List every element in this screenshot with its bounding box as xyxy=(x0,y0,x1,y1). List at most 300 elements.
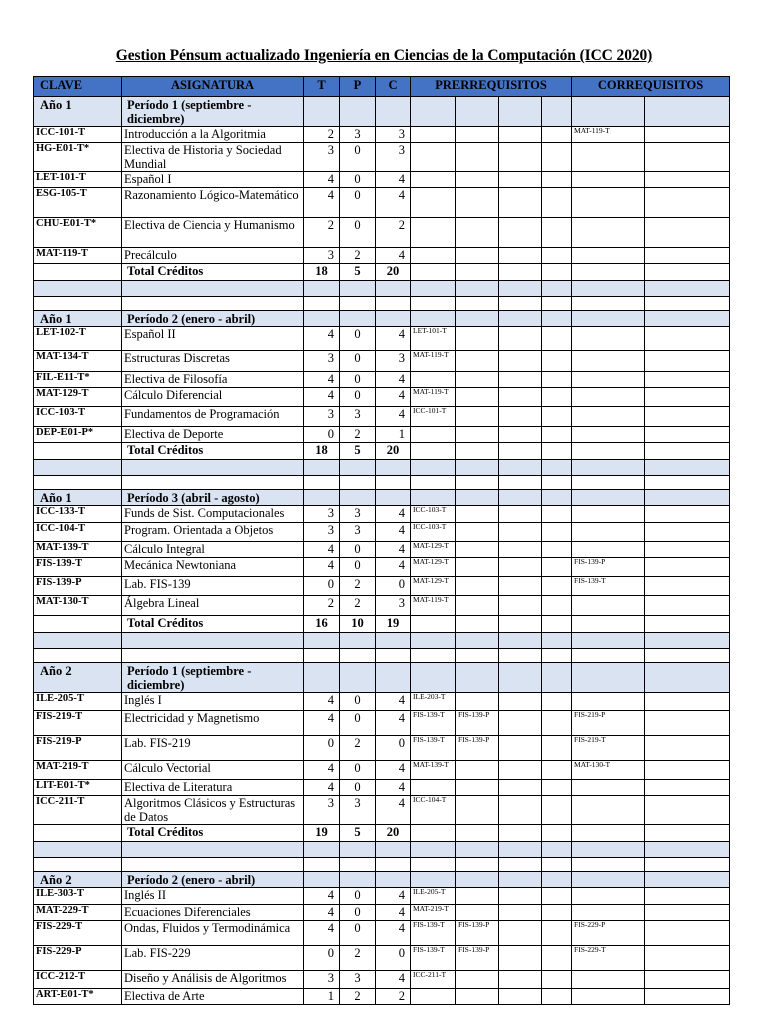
course-t: 4 xyxy=(304,327,340,351)
empty-cell xyxy=(572,616,645,633)
prerequisite-cell xyxy=(411,248,456,264)
prerequisite-cell xyxy=(542,372,572,388)
prerequisite-cell: ICC-101-T xyxy=(411,407,456,427)
empty-cell xyxy=(572,490,645,506)
course-code: MAT-139-T xyxy=(34,542,122,558)
separator-row xyxy=(34,633,730,649)
course-t: 3 xyxy=(304,971,340,989)
course-p: 2 xyxy=(340,946,376,971)
course-c: 4 xyxy=(376,780,411,796)
prerequisite-cell xyxy=(456,971,499,989)
prerequisite-cell xyxy=(542,127,572,143)
empty-cell xyxy=(34,264,122,281)
empty-cell xyxy=(542,842,572,858)
empty-cell xyxy=(645,311,730,327)
prerequisite-cell xyxy=(456,989,499,1005)
course-t: 4 xyxy=(304,711,340,736)
corequisite-cell xyxy=(645,351,730,372)
course-p: 0 xyxy=(340,761,376,780)
corequisite-cell xyxy=(645,761,730,780)
period-row xyxy=(34,872,730,888)
prerequisite-cell: ILE-205-T xyxy=(411,888,456,905)
empty-cell xyxy=(542,649,572,663)
corequisite-cell xyxy=(645,542,730,558)
course-row xyxy=(34,989,730,1005)
course-p: 2 xyxy=(340,736,376,761)
prerequisite-cell: FIS-139-T xyxy=(411,711,456,736)
empty-cell xyxy=(572,825,645,842)
total-p: 5 xyxy=(340,264,376,281)
empty-cell xyxy=(645,825,730,842)
empty-cell xyxy=(34,281,122,297)
prerequisite-cell xyxy=(542,506,572,523)
course-name: Precálculo xyxy=(122,248,304,264)
empty-cell xyxy=(411,490,456,506)
course-t: 4 xyxy=(304,542,340,558)
prerequisite-cell xyxy=(542,971,572,989)
header-clave: CLAVE xyxy=(34,77,122,97)
prerequisite-cell xyxy=(542,542,572,558)
course-c: 3 xyxy=(376,127,411,143)
separator-row xyxy=(34,460,730,476)
prerequisite-cell xyxy=(499,506,542,523)
course-c: 4 xyxy=(376,796,411,825)
total-label: Total Créditos xyxy=(122,825,304,842)
course-code: ILE-205-T xyxy=(34,693,122,711)
empty-cell xyxy=(34,297,122,311)
prerequisite-cell xyxy=(499,351,542,372)
empty-cell xyxy=(572,842,645,858)
corequisite-cell: FIS-229-P xyxy=(572,921,645,946)
empty-cell xyxy=(456,649,499,663)
empty-cell xyxy=(304,490,340,506)
course-name: Electiva de Historia y Sociedad Mundial xyxy=(122,143,304,172)
course-row xyxy=(34,407,730,427)
corequisite-cell xyxy=(645,218,730,248)
empty-cell xyxy=(645,264,730,281)
course-p: 0 xyxy=(340,558,376,577)
course-name: Español II xyxy=(122,327,304,351)
corequisite-cell xyxy=(572,372,645,388)
prerequisite-cell xyxy=(542,351,572,372)
course-row xyxy=(34,711,730,736)
prerequisite-cell xyxy=(499,711,542,736)
empty-cell xyxy=(499,649,542,663)
empty-cell xyxy=(456,97,499,127)
course-c: 4 xyxy=(376,172,411,188)
prerequisite-cell xyxy=(542,188,572,218)
period-row xyxy=(34,311,730,327)
corequisite-cell xyxy=(645,523,730,542)
corequisite-cell xyxy=(572,542,645,558)
corequisite-cell xyxy=(645,188,730,218)
empty-cell xyxy=(542,825,572,842)
corequisite-cell xyxy=(645,427,730,443)
empty-cell xyxy=(645,649,730,663)
course-code: ART-E01-T* xyxy=(34,989,122,1005)
course-t: 4 xyxy=(304,388,340,407)
corequisite-cell xyxy=(572,989,645,1005)
prerequisite-cell xyxy=(542,218,572,248)
corequisite-cell xyxy=(572,143,645,172)
year-label: Año 1 xyxy=(34,490,122,506)
course-name: Álgebra Lineal xyxy=(122,596,304,616)
prerequisite-cell xyxy=(499,327,542,351)
prerequisite-cell xyxy=(456,218,499,248)
course-row xyxy=(34,971,730,989)
course-c: 0 xyxy=(376,577,411,596)
empty-cell xyxy=(456,281,499,297)
empty-cell xyxy=(304,872,340,888)
corequisite-cell xyxy=(645,888,730,905)
course-name: Ondas, Fluidos y Termodinámica xyxy=(122,921,304,946)
course-t: 4 xyxy=(304,558,340,577)
empty-cell xyxy=(572,97,645,127)
course-c: 2 xyxy=(376,989,411,1005)
prerequisite-cell xyxy=(456,127,499,143)
prerequisite-cell xyxy=(542,248,572,264)
prerequisite-cell xyxy=(456,506,499,523)
empty-cell xyxy=(456,872,499,888)
empty-cell xyxy=(572,858,645,872)
empty-cell xyxy=(456,490,499,506)
course-t: 2 xyxy=(304,127,340,143)
course-t: 4 xyxy=(304,905,340,921)
course-name: Mecánica Newtoniana xyxy=(122,558,304,577)
course-row xyxy=(34,542,730,558)
empty-cell xyxy=(376,97,411,127)
course-name: Inglés I xyxy=(122,693,304,711)
course-code: FIS-219-P xyxy=(34,736,122,761)
course-t: 0 xyxy=(304,946,340,971)
course-code: FIS-229-T xyxy=(34,921,122,946)
empty-cell xyxy=(645,460,730,476)
empty-cell xyxy=(340,460,376,476)
course-c: 2 xyxy=(376,218,411,248)
prerequisite-cell xyxy=(499,542,542,558)
course-t: 4 xyxy=(304,693,340,711)
course-t: 3 xyxy=(304,351,340,372)
empty-cell xyxy=(34,460,122,476)
course-c: 4 xyxy=(376,327,411,351)
empty-cell xyxy=(122,858,304,872)
corequisite-cell xyxy=(572,523,645,542)
corequisite-cell: FIS-139-P xyxy=(572,558,645,577)
empty-cell xyxy=(456,842,499,858)
corequisite-cell xyxy=(645,248,730,264)
empty-cell xyxy=(304,858,340,872)
corequisite-cell xyxy=(645,407,730,427)
prerequisite-cell xyxy=(456,888,499,905)
prerequisite-cell xyxy=(499,921,542,946)
header-correquisitos: CORREQUISITOS xyxy=(572,77,730,97)
corequisite-cell xyxy=(645,905,730,921)
prerequisite-cell: ILE-203-T xyxy=(411,693,456,711)
empty-cell xyxy=(411,858,456,872)
empty-cell xyxy=(542,663,572,693)
prerequisite-cell: ICC-211-T xyxy=(411,971,456,989)
course-p: 0 xyxy=(340,327,376,351)
prerequisite-cell xyxy=(499,888,542,905)
empty-cell xyxy=(645,281,730,297)
course-name: Program. Orientada a Objetos xyxy=(122,523,304,542)
empty-cell xyxy=(499,825,542,842)
empty-cell xyxy=(304,476,340,490)
course-name: Electiva de Arte xyxy=(122,989,304,1005)
empty-cell xyxy=(542,490,572,506)
corequisite-cell xyxy=(572,796,645,825)
period-row xyxy=(34,97,730,127)
prerequisite-cell: MAT-129-T xyxy=(411,558,456,577)
course-code: LET-101-T xyxy=(34,172,122,188)
course-c: 4 xyxy=(376,971,411,989)
course-name: Cálculo Vectorial xyxy=(122,761,304,780)
empty-cell xyxy=(34,858,122,872)
total-row xyxy=(34,825,730,842)
prerequisite-cell: MAT-119-T xyxy=(411,388,456,407)
course-code: HG-E01-T* xyxy=(34,143,122,172)
empty-cell xyxy=(411,616,456,633)
course-c: 4 xyxy=(376,407,411,427)
course-t: 4 xyxy=(304,921,340,946)
prerequisite-cell xyxy=(542,946,572,971)
year-label: Año 2 xyxy=(34,872,122,888)
empty-cell xyxy=(376,490,411,506)
course-row xyxy=(34,946,730,971)
prerequisite-cell xyxy=(499,946,542,971)
course-row xyxy=(34,372,730,388)
period-label: Período 2 (enero - abril) xyxy=(122,311,304,327)
empty-cell xyxy=(376,311,411,327)
course-row xyxy=(34,388,730,407)
corequisite-cell xyxy=(572,388,645,407)
course-c: 4 xyxy=(376,921,411,946)
empty-cell xyxy=(411,825,456,842)
total-label: Total Créditos xyxy=(122,443,304,460)
empty-cell xyxy=(340,490,376,506)
prerequisite-cell xyxy=(499,596,542,616)
course-p: 0 xyxy=(340,921,376,946)
empty-cell xyxy=(499,476,542,490)
empty-cell xyxy=(572,281,645,297)
empty-cell xyxy=(572,633,645,649)
course-c: 3 xyxy=(376,351,411,372)
course-t: 4 xyxy=(304,188,340,218)
empty-cell xyxy=(499,311,542,327)
corequisite-cell xyxy=(645,596,730,616)
blank-row xyxy=(34,476,730,490)
course-row xyxy=(34,127,730,143)
corequisite-cell xyxy=(572,327,645,351)
prerequisite-cell xyxy=(542,523,572,542)
course-name: Electiva de Ciencia y Humanismo xyxy=(122,218,304,248)
course-p: 0 xyxy=(340,172,376,188)
prerequisite-cell xyxy=(499,218,542,248)
empty-cell xyxy=(645,476,730,490)
prerequisite-cell: FIS-139-P xyxy=(456,711,499,736)
course-c: 3 xyxy=(376,596,411,616)
course-code: LET-102-T xyxy=(34,327,122,351)
course-p: 3 xyxy=(340,127,376,143)
prerequisite-cell xyxy=(456,761,499,780)
course-name: Lab. FIS-219 xyxy=(122,736,304,761)
empty-cell xyxy=(645,297,730,311)
course-row xyxy=(34,218,730,248)
corequisite-cell: FIS-219-T xyxy=(572,736,645,761)
course-name: Ecuaciones Diferenciales xyxy=(122,905,304,921)
empty-cell xyxy=(645,633,730,649)
empty-cell xyxy=(499,443,542,460)
corequisite-cell xyxy=(645,577,730,596)
empty-cell xyxy=(304,460,340,476)
prerequisite-cell xyxy=(499,761,542,780)
total-c: 20 xyxy=(376,264,411,281)
course-code: MAT-134-T xyxy=(34,351,122,372)
prerequisite-cell xyxy=(499,523,542,542)
empty-cell xyxy=(542,443,572,460)
course-p: 2 xyxy=(340,248,376,264)
prerequisite-cell xyxy=(499,427,542,443)
course-c: 4 xyxy=(376,711,411,736)
prerequisite-cell xyxy=(542,558,572,577)
course-name: Estructuras Discretas xyxy=(122,351,304,372)
prerequisite-cell xyxy=(499,248,542,264)
corequisite-cell xyxy=(572,427,645,443)
course-c: 4 xyxy=(376,506,411,523)
prerequisite-cell: ICC-103-T xyxy=(411,506,456,523)
course-t: 4 xyxy=(304,372,340,388)
corequisite-cell xyxy=(645,388,730,407)
course-c: 3 xyxy=(376,143,411,172)
total-t: 19 xyxy=(304,825,340,842)
course-c: 4 xyxy=(376,248,411,264)
empty-cell xyxy=(122,649,304,663)
empty-cell xyxy=(411,443,456,460)
prerequisite-cell xyxy=(499,693,542,711)
period-label: Período 3 (abril - agosto) xyxy=(122,490,304,506)
empty-cell xyxy=(499,281,542,297)
course-name: Razonamiento Lógico-Matemático xyxy=(122,188,304,218)
empty-cell xyxy=(456,476,499,490)
empty-cell xyxy=(456,633,499,649)
course-code: ICC-211-T xyxy=(34,796,122,825)
prerequisite-cell xyxy=(411,188,456,218)
course-code: ICC-103-T xyxy=(34,407,122,427)
empty-cell xyxy=(456,311,499,327)
course-p: 3 xyxy=(340,796,376,825)
course-p: 3 xyxy=(340,523,376,542)
corequisite-cell xyxy=(572,172,645,188)
empty-cell xyxy=(456,858,499,872)
empty-cell xyxy=(542,616,572,633)
corequisite-cell xyxy=(645,558,730,577)
prerequisite-cell xyxy=(499,372,542,388)
prerequisite-cell xyxy=(499,558,542,577)
prerequisite-cell xyxy=(456,693,499,711)
course-t: 4 xyxy=(304,761,340,780)
corequisite-cell xyxy=(645,127,730,143)
course-code: DEP-E01-P* xyxy=(34,427,122,443)
course-c: 0 xyxy=(376,946,411,971)
blank-row xyxy=(34,858,730,872)
prerequisite-cell xyxy=(499,143,542,172)
total-t: 18 xyxy=(304,443,340,460)
prerequisite-cell xyxy=(456,427,499,443)
prerequisite-cell xyxy=(499,388,542,407)
empty-cell xyxy=(645,443,730,460)
empty-cell xyxy=(499,297,542,311)
prerequisite-cell xyxy=(499,796,542,825)
prerequisite-cell: MAT-119-T xyxy=(411,351,456,372)
prerequisite-cell xyxy=(542,888,572,905)
corequisite-cell xyxy=(645,711,730,736)
course-name: Funds de Sist. Computacionales xyxy=(122,506,304,523)
course-code: MAT-229-T xyxy=(34,905,122,921)
total-t: 16 xyxy=(304,616,340,633)
course-p: 0 xyxy=(340,693,376,711)
course-p: 0 xyxy=(340,218,376,248)
course-p: 2 xyxy=(340,596,376,616)
empty-cell xyxy=(572,649,645,663)
period-row xyxy=(34,663,730,693)
corequisite-cell xyxy=(645,143,730,172)
prerequisite-cell xyxy=(542,761,572,780)
course-t: 4 xyxy=(304,780,340,796)
course-name: Electiva de Deporte xyxy=(122,427,304,443)
prerequisite-cell xyxy=(542,596,572,616)
header-asignatura: ASIGNATURA xyxy=(122,77,304,97)
prerequisite-cell xyxy=(456,188,499,218)
header-p: P xyxy=(340,77,376,97)
empty-cell xyxy=(572,311,645,327)
course-row xyxy=(34,736,730,761)
empty-cell xyxy=(542,264,572,281)
empty-cell xyxy=(499,842,542,858)
empty-cell xyxy=(340,633,376,649)
empty-cell xyxy=(376,460,411,476)
empty-cell xyxy=(542,297,572,311)
prerequisite-cell xyxy=(456,327,499,351)
course-p: 2 xyxy=(340,577,376,596)
empty-cell xyxy=(340,297,376,311)
empty-cell xyxy=(456,616,499,633)
course-p: 3 xyxy=(340,971,376,989)
empty-cell xyxy=(456,443,499,460)
course-code: ESG-105-T xyxy=(34,188,122,218)
course-p: 0 xyxy=(340,888,376,905)
course-p: 0 xyxy=(340,711,376,736)
empty-cell xyxy=(340,476,376,490)
prerequisite-cell xyxy=(542,989,572,1005)
course-c: 4 xyxy=(376,693,411,711)
prerequisite-cell xyxy=(542,577,572,596)
course-name: Inglés II xyxy=(122,888,304,905)
course-row xyxy=(34,558,730,577)
empty-cell xyxy=(456,297,499,311)
course-row xyxy=(34,506,730,523)
course-row xyxy=(34,248,730,264)
course-code: FIS-219-T xyxy=(34,711,122,736)
prerequisite-cell xyxy=(456,372,499,388)
course-t: 1 xyxy=(304,989,340,1005)
empty-cell xyxy=(376,281,411,297)
empty-cell xyxy=(304,311,340,327)
course-row xyxy=(34,888,730,905)
course-c: 4 xyxy=(376,558,411,577)
empty-cell xyxy=(572,872,645,888)
course-row xyxy=(34,796,730,825)
course-p: 2 xyxy=(340,427,376,443)
